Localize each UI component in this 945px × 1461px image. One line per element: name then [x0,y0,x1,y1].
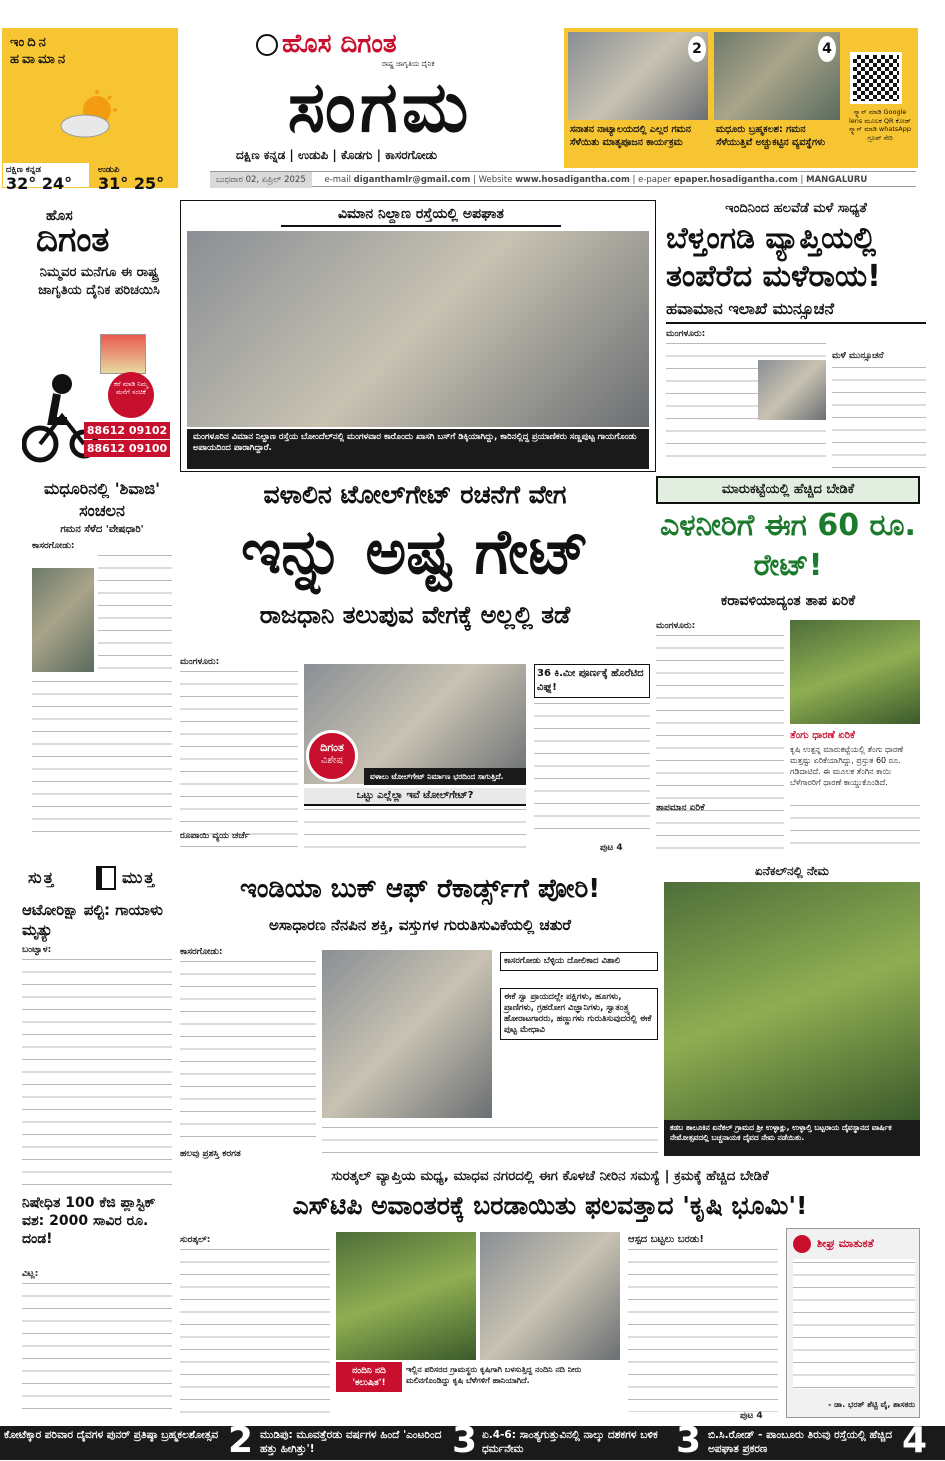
brand-top: ಹೊಸ ದಿಗಂತ [282,29,397,59]
water-photo-tag: ನಂದಿನಿ ನದಿ 'ಕಲುಷಿತ'! [336,1362,402,1392]
rain-story [666,200,926,472]
rain-kicker: ಇಂದಿನಿಂದ ಹಲವೆಡೆ ಮಳೆ ಸಾಧ್ಯತೆ [725,201,867,216]
toll-dateline: ಮಂಗಳೂರು: [180,657,220,667]
record-body-col1 [180,958,316,1148]
water-box-head: ಆಸ್ಪದ ಬಟ್ಟಲು ಬರಡು! [628,1234,704,1245]
promo-box [22,198,172,470]
epaper-link[interactable]: epaper.hosadigantha.com [673,175,798,185]
bottom-item-3-page: 3 [676,1420,702,1461]
toll-badge [306,730,358,782]
newspaper-stack-icon [100,334,146,374]
toll-photo-caption: ವಳಾಲು ಟೋಲ್‌ಗೇಟ್ ನಿರ್ಮಾಣ ಭರದಿಂದ ಸಾಗುತ್ತಿದೆ. [364,768,526,785]
water-dateline: ಸುರತ್ಕಲ್: [180,1235,211,1245]
nema-kicker: ಏನೆಕಲ್‌ನಲ್ಲಿ ನೇಮ [755,864,829,878]
bottom-item-4-page: 4 [902,1420,928,1461]
opinion-sig: - ಡಾ. ಭರತ್ ಶೆಟ್ಟಿ ವೈ, ಶಾಸಕರು [828,1400,915,1409]
column-item2-body [22,1280,172,1420]
toll-boxhead: ಒಟ್ಟು ಎಲ್ಲೆಲ್ಲಾ ಇವೆ ಟೋಲ್‌ಗೇಟ್? [304,788,526,806]
water-story [180,1166,920,1422]
sun-cloud-icon [57,90,127,140]
promo-phone2[interactable]: 88612 09100 [84,440,170,457]
website-label: Website [478,175,513,185]
water-photo-caption: ಇಲ್ಲಿನ ಪರಿಸರದ ಗ್ರಾಮಸ್ಥರು ಕೃಷಿಗಾಗಿ ಬಳಸುತ್ತಿದ್ದ ನಂದಿನಿ ನದಿ ನೀರು ಮಲಿನಗೊಂಡಿದ್ದು ಕೃಷಿ ಬೆಳೆಗಳಿಗೆ ಹಾನಿಯಾಗಿದೆ. [406,1365,582,1385]
opinion-body [793,1259,915,1389]
tender-subhead: ತಾಪಮಾನ ಏರಿಕೆ [656,803,705,813]
column-item1-body [22,956,172,1186]
airport-photo [187,231,649,427]
water-photo-1 [336,1232,476,1360]
column-title-b: ಮುತ್ತ [122,868,157,887]
nema-story [664,862,920,1158]
city-label: MANGALURU [806,175,868,185]
shivaji-photo [32,568,94,672]
brand-main: ಸಂಗಮ [287,66,473,148]
rain-dateline: ಮಂಗಳೂರು: [666,329,706,339]
tender-box-text: ಕೃಷಿ ಉತ್ಪನ್ನ ಮಾರುಕಟ್ಟೆಯಲ್ಲಿ ತೆಂಗು ಧಾರಣೆ ಮತ್ತಷ್ಟು ಏರಿಕೆಯಾಗಿದ್ದು, ಪ್ರಸ್ತುತ 60 ರೂ. ಗಡಿದಾಟಿದೆ. ಈ ಮೂಲಕ ತೆಂಗಿನ ಕಾಯಿ ಬೆಳೆಗಾರರಿಗೆ ಧಾರಣೆ ಕಾಯ್ದುಕೊಂಡಿದೆ. [790,745,904,787]
promo-brand: ದಿಗಂತ [36,220,110,260]
teaser1-text[interactable]: ಸನಾತನ ನಾಟ್ಯಾಲಯದಲ್ಲಿ ಎಲ್ಲರ ಗಮನ ಸೆಳೆಯಿತು ಮಾತೃಪೂಜನ ಕಾರ್ಯಕ್ರಮ [570,124,691,148]
opinion-head: ಶೀಘ್ರ ಮಾತುಕತೆ [817,1237,874,1250]
bottom-item-1[interactable] [4,1428,230,1442]
record-headline: ಇಂಡಿಯಾ ಬುಕ್ ಆಫ್ ರೆಕಾರ್ಡ್ಸ್‌ಗೆ ಪೋರಿ! [239,874,601,904]
shivaji-body-2 [32,678,172,838]
sutta-column [22,864,172,1424]
column-item1-dateline: ಬಂಟ್ವಾಳ: [22,945,52,955]
qr-text: ಸ್ಕ್ಯಾನ್ ಮಾಡಿ Google lens ಮೂಲಕ QR ಕೋಡ್ ಸ್ಕ್ಯಾನ್ ಮಾಡಿ whatsApp ಗ್ರೂಪ್ ಸೇರಿ [848,108,912,142]
promo-badge: ಕರೆ ಮಾಡಿ ನಿಮ್ಮ ಮನೆಗೆ ಸಂಚಿಕೆ [108,372,154,418]
water-photo-2 [480,1232,620,1360]
toll-headline: ಇನ್ನು ಅಷ್ಟ ಗೇಟ್ [240,515,590,588]
weather-title: ಇಂದಿನ ಹವಾಮಾನ [10,35,69,67]
toll-sub: ರಾಜಧಾನಿ ತಲುಪುವ ವೇಗಕ್ಕೆ ಅಲ್ಲಲ್ಲಿ ತಡೆ [259,601,571,629]
tender-headline: ಎಳನೀರಿಗೆ ಈಗ 60 ರೂ. ರೇಟ್! [660,508,916,583]
rain-sub: ಹವಾಮಾನ ಇಲಾಖೆ ಮುನ್ಸೂಚನೆ [666,299,835,318]
tender-sub: ಕರಾವಳಿಯಾದ್ಯಂತ ತಾಪ ಏರಿಕೆ [720,593,856,609]
brand-emblem-icon [256,34,278,56]
column-item2-dateline: ವಿಟ್ಲ: [22,1269,39,1279]
water-body-col2 [628,1246,778,1412]
teaser1-page: 2 [688,36,706,62]
brand-tagline: ರಾಷ್ಟ್ರ ಜಾಗೃತಿಯ ದೈನಿಕ [382,60,435,68]
toll-badge-top: ದಿಗಂತ [320,741,344,754]
rain-satellite-photo [758,360,826,420]
shivaji-story [32,478,172,842]
column-title-a: ಸುತ್ತ [28,868,56,887]
toll-sidebox-body [534,700,650,840]
weather-city2: ಉಡುಪಿ [98,165,120,175]
info-bar: ಬುಧವಾರ 02, ಏಪ್ರಿಲ್ 2025 e-mail diganthamlr@gmail.com | Website www.hosadigantha.com | e-paper epaper.hosadigantha.com | MANGALURU [210,171,916,187]
toll-body-col1 [180,668,298,848]
rain-sidebar-body [832,364,926,468]
shivaji-headline: ಮಧೂರಿನಲ್ಲಿ 'ಶಿವಾಜಿ' ಸಂಚಲನ [43,479,160,520]
record-dateline: ಕಾಸರಗೋಡು: [180,947,223,957]
tender-body-col2 [790,802,920,852]
record-bullet1: ಕಾಸರಗೋಡು ಬೆಳ್ಳಿಯ ದೋಲಿಕಾದ ವಿಶಾಲಿ [500,952,658,971]
date-badge: ಬುಧವಾರ 02, ಏಪ್ರಿಲ್ 2025 [210,172,312,188]
teaser1-photo [568,32,708,120]
record-subhead: ಹಲವು ಪ್ರಶಸ್ತಿ ಕರಗತ [180,1149,241,1159]
nema-caption: ಕಡಬ ತಾಲೂಕಿನ ಏನೆಕಲ್ ಗ್ರಾಮದ ಶ್ರೀ ಉಳ್ಳಾಕ್ಲು, ಉಳ್ಳಾಲ್ತಿ ಬಟ್ಟರಾಯ ದೈವಸ್ಥಾನದ ವಾರ್ಷಿಕ ನೇಮೋತ್ಸವದಲ್ಲಿ ಬಚ್ಚನಾಯಕ ದೈವದ ನೇಮ ನಡೆಯಿತು. [664,1120,920,1156]
shivaji-body [98,552,172,678]
rain-sidebar-head: ಮಳೆ ಮುನ್ಸೂಚನೆ [832,351,884,361]
tender-body-col1 [656,632,784,852]
record-body-col3 [322,1124,658,1160]
tender-kicker: ಮಾರುಕಟ್ಟೆಯಲ್ಲಿ ಹೆಚ್ಚಿದ ಬೇಡಿಕೆ [656,476,920,504]
email-link[interactable]: diganthamlr@gmail.com [353,175,471,185]
tender-story [656,476,920,856]
teaser-panel [564,28,918,168]
bottom-item-4-text: ಬಿ.ಸಿ.ರೋಡ್ - ಪಾಂಬೂರು ತಿರುವು ರಸ್ತೆಯಲ್ಲಿ ಹೆಚ್ಚಿದ ಅಪಘಾತ ಪ್ರಕರಣ [708,1429,893,1455]
tender-box-head: ತೆಂಗು ಧಾರಣೆ ಏರಿಕೆ [790,730,855,741]
weather-box [2,28,178,193]
rain-rule [666,322,926,324]
bottom-item-1-text: ಕೋಟೆಕ್ಕಾರ ಪರಿವಾರ ದೈವಗಳ ಪುನರ್ ಪ್ರತಿಷ್ಠಾ ಬ್ರಹ್ಮಕಲಶೋತ್ಸವ [4,1429,219,1441]
email-label: e-mail [324,175,351,185]
bottom-item-2-text: ಮುಡಿಪು: ಮೂವತ್ತೆರಡು ವರ್ಷಗಳ ಹಿಂದೆ 'ಎಂಟರಿಂದ ಹತ್ತು ಹೀಗಿತ್ತು'! [260,1429,442,1455]
opinion-box [786,1228,920,1418]
teaser2-text[interactable]: ಮಧೂರು ಬ್ರಹ್ಮಕಲಶ: ಗಮನ ಸೆಳೆಯುತ್ತಿವೆ ಅಚ್ಚುಕಟ್ಟಿನ ವ್ಯವಸ್ಥೆಗಳು [716,124,826,148]
qr-code[interactable] [850,52,902,104]
weather-city1-temp: 32° 24° [6,174,73,193]
bottom-item-2[interactable] [260,1428,450,1456]
promo-brand-small: ಹೊಸ [46,208,73,224]
coconut-photo [790,620,920,724]
record-bullet2: ಈಕೆ ಸ್ವಾ ಪ್ರಾಯದಲ್ಲೇ ಪಕ್ಷಿಗಳು, ಹೂಗಳು, ಪ್ರಾಣಿಗಳು, ಗ್ರಹರೋಗ ವಿಜ್ಞಾನಿಗಳು, ಸ್ವಾತಂತ್ರ್ಯ ಹೋರಾಟಗಾರರು, ಹಣ್ಣುಗಳು ಗುರುತಿಸುವುದರಲ್ಲಿ ಈಕೆ ಪುಟ್ಟ ಮೇಧಾವಿ [500,988,658,1040]
bottom-item-3[interactable] [482,1428,672,1456]
toll-box-body [304,806,526,852]
bottom-item-2-page: 3 [452,1420,478,1461]
teaser2-page: 4 [818,36,836,62]
water-page-ref[interactable]: ಪುಟ 4 [740,1411,763,1421]
bottom-item-3-text: ಏ.4-6: ಸಾಂತ್ಯಗುತ್ತುವಿನಲ್ಲಿ ನಾಲ್ಕು ದಶಕಗಳ ಬಳಿಕ ಧರ್ಮನೇಮ [482,1429,658,1455]
toll-page-ref[interactable]: ಪುಟ 4 [600,843,623,853]
shivaji-sub: ಗಮನ ಸೆಳೆದ 'ವೇಷಧಾರಿ' [60,524,144,535]
nema-photo [664,882,920,1120]
epaper-label: e-paper [638,175,672,185]
column-book-icon [96,866,116,890]
weather-city1: ದಕ್ಷಿಣ ಕನ್ನಡ [6,165,41,175]
water-body-col1 [180,1246,330,1420]
toll-sidebox-head: 36 ಕಿ.ಮೀ ಪೂರ್ಣಕ್ಕೆ ಹೊರೆಟಿದ ವಿಘ್ನ! [534,664,650,698]
shivaji-dateline: ಕಾಸರಗೋಡು: [32,541,75,551]
airport-caption: ಮಂಗಳೂರಿನ ವಿಮಾನ ನಿಲ್ದಾಣ ರಸ್ತೆಯ ಬೋಂದೆಲ್‌ನಲ್ಲಿ ಮಂಗಳವಾರ ಕಾರೊಂದು ಖಾಸಗಿ ಬಸ್‌ಗೆ ಡಿಕ್ಕಿಯಾಗಿದ್ದು, ಕಾರಿನಲ್ಲಿದ್ದ ಪ್ರಯಾಣಿಕರು ಸಣ್ಣಪುಟ್ಟ ಗಾಯಗೊಂಡು ಅಪಾಯದಿಂದ ಪಾರಾಗಿದ್ದಾರೆ. [187,429,649,469]
bottom-item-4[interactable] [708,1428,898,1456]
bottom-strip [0,1420,945,1461]
tender-dateline: ಮಂಗಳೂರು: [656,621,696,631]
toll-badge-bottom: ವಿಶೇಷ [320,755,343,766]
record-photo [322,950,492,1118]
water-kicker: ಸುರತ್ಕಲ್ ವ್ಯಾಪ್ತಿಯ ಮಧ್ಯ, ಮಾಧವ ನಗರದಲ್ಲಿ ಈಗ ಕೊಳಚೆ ನೀರಿನ ಸಮಸ್ಯೆ | ಕ್ರಮಕ್ಕೆ ಹೆಚ್ಚಿದ ಬೇಡಿಕೆ [331,1168,769,1184]
column-item1-head: ಆಟೋರಿಕ್ಷಾ ಪಲ್ಟಿ: ಗಾಯಾಳು ಮೃತ್ಯು [22,901,163,939]
website-link[interactable]: www.hosadigantha.com [515,175,630,185]
bottom-item-1-page: 2 [228,1420,254,1461]
airport-story [180,200,656,472]
column-item2-head: ನಿಷೇಧಿತ 100 ಕೆಜಿ ಪ್ಲಾಸ್ಟಿಕ್ ವಶ: 2000 ಸಾವಿರ ರೂ. ದಂಡ! [22,1195,156,1247]
promo-text: ನಿಮ್ಮವರ ಮನೆಗೂ ಈ ರಾಷ್ಟ್ರ ಜಾಗೃತಿಯ ದೈನಿಕ ಪರಿಚಯಿಸಿ [38,265,160,298]
toll-kicker: ವಳಾಲಿನ ಟೋಲ್‌ಗೇಟ್ ರಚನೆಗೆ ವೇಗ [263,480,567,509]
water-headline: ಎಸ್‌ಟಿಪಿ ಅವಾಂತರಕ್ಕೆ ಬರಡಾಯಿತು ಫಲವತ್ತಾದ 'ಕೃಷಿ ಭೂಮಿ'! [292,1191,808,1220]
opinion-icon [793,1235,811,1253]
brand-regions: ದಕ್ಷಿಣ ಕನ್ನಡ | ಉಡುಪಿ | ಕೊಡಗು | ಕಾಸರಗೋಡು [236,148,438,162]
toll-story [180,478,650,858]
record-sub: ಅಸಾಧಾರಣ ನೆನಪಿನ ಶಕ್ತಿ, ವಸ್ತುಗಳ ಗುರುತಿಸುವಿಕೆಯಲ್ಲಿ ಚತುರೆ [269,916,571,934]
rain-headline: ಬೆಳ್ತಂಗಡಿ ವ್ಯಾಪ್ತಿಯಲ್ಲಿ ತಂಪೆರೆದ ಮಳೆರಾಯ! [666,221,881,294]
toll-subhead: ರೂಪಾಯಿ ವ್ಯಯ ಚರ್ಚೆ [180,831,250,841]
promo-phone1[interactable]: 88612 09102 [84,422,170,439]
record-story [180,870,660,1160]
weather-city2-temp: 31° 25° [98,174,165,193]
airport-kicker: ವಿಮಾನ ನಿಲ್ದಾಣ ರಸ್ತೆಯಲ್ಲಿ ಅಪಘಾತ [281,203,561,227]
